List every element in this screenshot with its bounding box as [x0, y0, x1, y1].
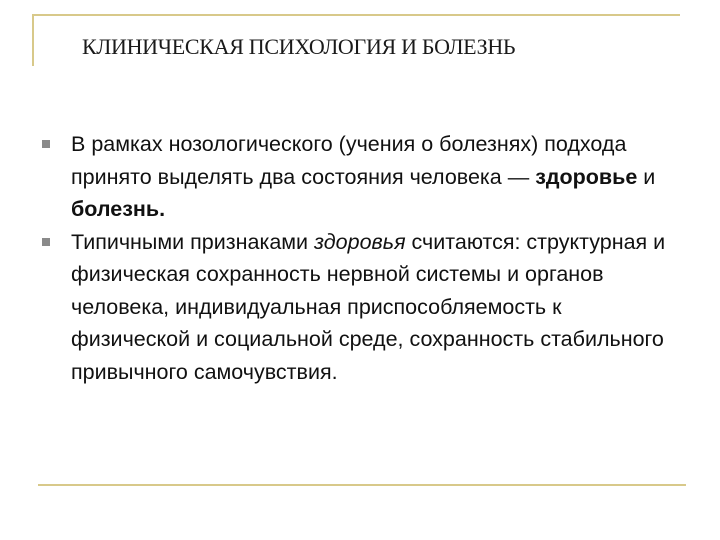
bullet-item-1	[42, 128, 672, 226]
bullet-2-text-rest: считаются: структурная и физическая сохранность нервной системы и органов человека, индивидуальная приспособляемость к физической и социальной среде, сохранность стабильного привычного самочувствия.	[71, 229, 666, 384]
bullet-item-2	[42, 226, 672, 389]
bullet-1-bold-disease: болезнь.	[71, 197, 166, 221]
bullet-2-italic-health: здоровья	[314, 229, 406, 254]
square-bullet-icon	[42, 238, 50, 246]
square-bullet-icon	[42, 140, 50, 148]
frame-top-line	[32, 14, 680, 16]
bullet-1-text: В рамках нозологического (учения о болезнях) подхода принято выделять два состояния человека —	[71, 132, 627, 189]
slide-content	[42, 128, 672, 388]
bullet-2-text-start: Типичными признаками	[71, 229, 315, 254]
bullet-1-bold-health: здоровье	[535, 164, 638, 189]
frame-bottom-line	[38, 484, 686, 486]
slide-title: КЛИНИЧЕСКАЯ ПСИХОЛОГИЯ И БОЛЕЗНЬ	[82, 34, 516, 59]
bullet-1-connector: и	[637, 164, 656, 189]
frame-left-line	[32, 14, 34, 66]
